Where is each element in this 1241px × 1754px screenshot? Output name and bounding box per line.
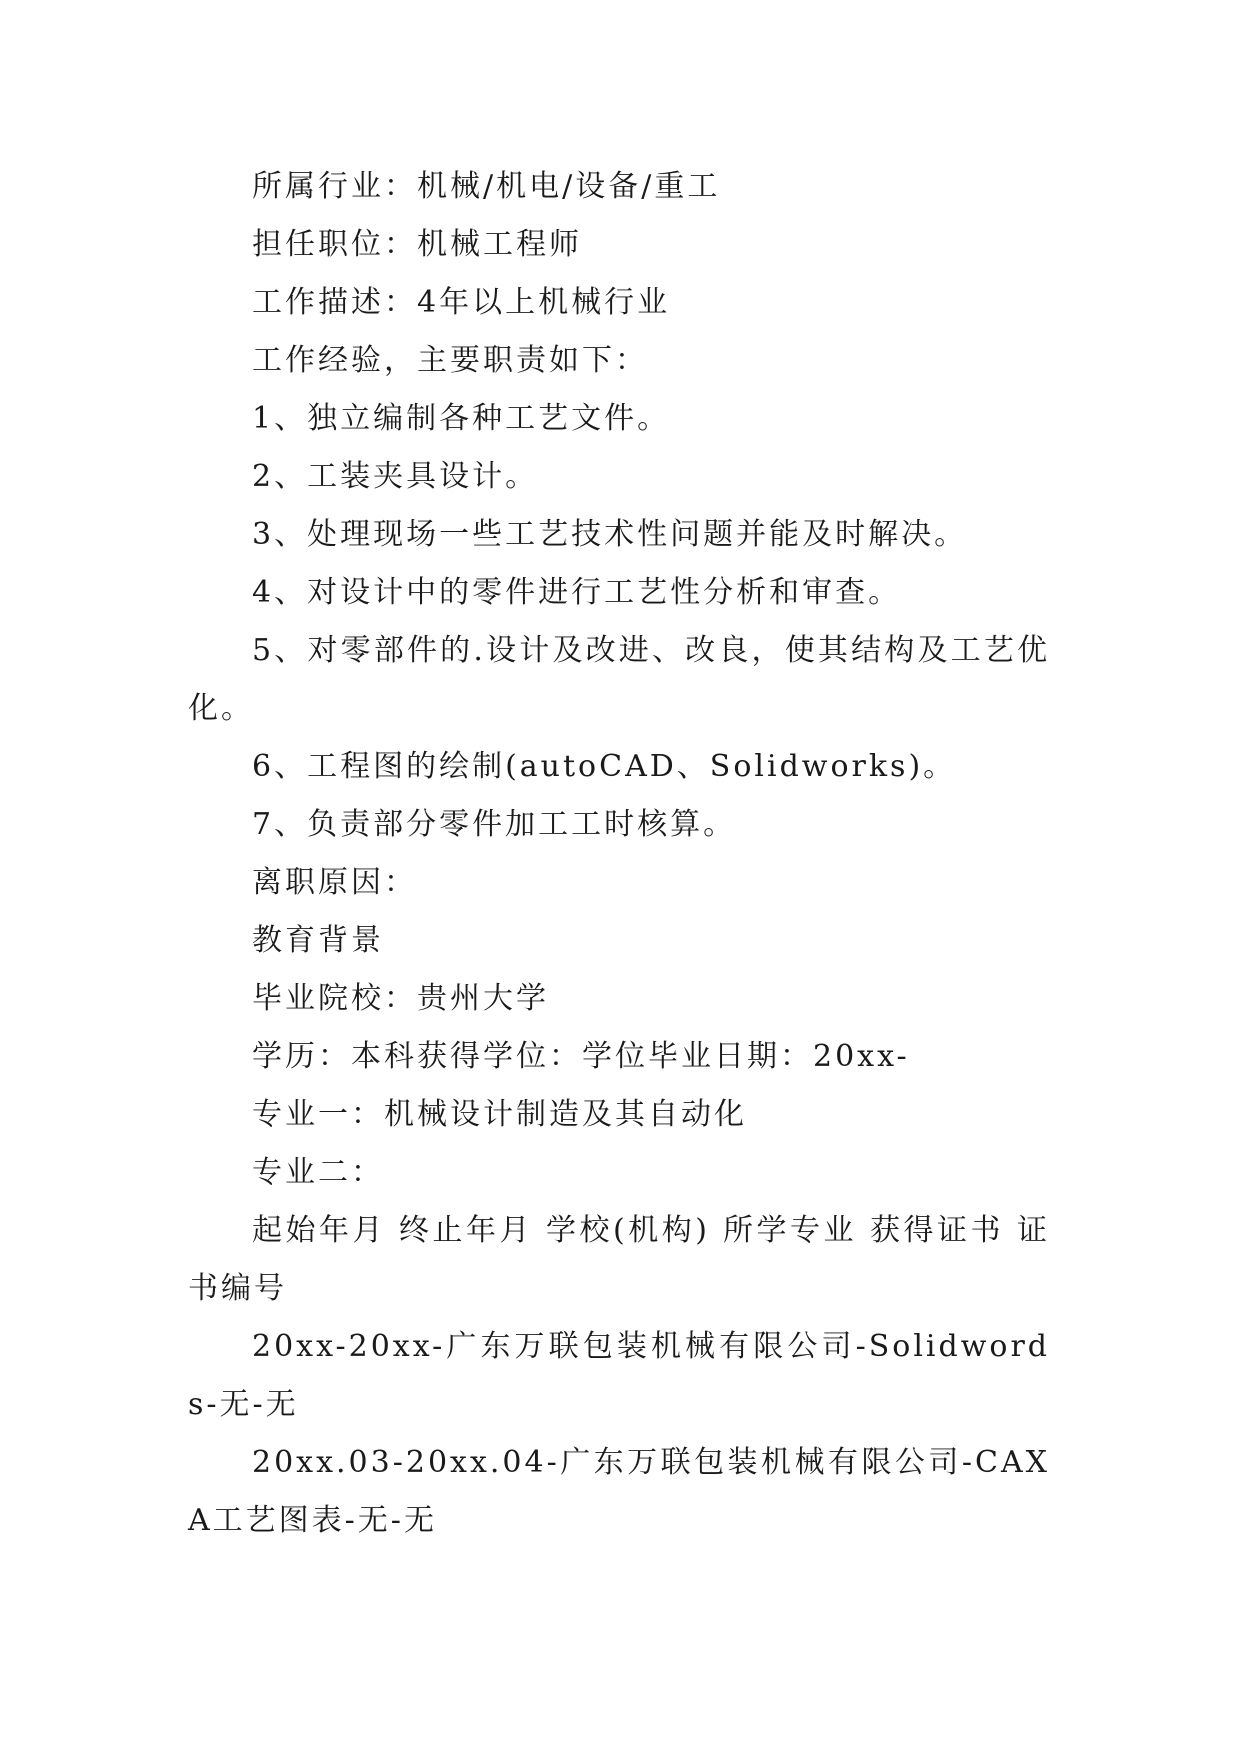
education-heading: 教育背景 [252,923,384,958]
duty-item-2: 2、工装夹具设计。 [252,459,539,494]
document-body [188,158,1050,1550]
degree-line: 学历：本科获得学位：学位毕业日期：20xx- [252,1039,910,1074]
duty-item-1: 1、独立编制各种工艺文件。 [252,401,671,436]
training-record-2: 20xx.03-20xx.04-广东万联包装机械有限公司-CAXA工艺图表-无-无 [188,1445,1050,1538]
major-one-line: 专业一：机械设计制造及其自动化 [252,1097,747,1132]
training-header-line: 起始年月 终止年月 学校(机构) 所学专业 获得证书 证书编号 [188,1213,1050,1306]
job-description-line: 工作描述：4年以上机械行业 [252,285,671,320]
duty-item-3: 3、处理现场一些工艺技术性问题并能及时解决。 [252,517,968,552]
school-line: 毕业院校：贵州大学 [252,981,549,1016]
duty-item-4: 4、对设计中的零件进行工艺性分析和审查。 [252,575,902,610]
duty-item-6: 6、工程图的绘制(autoCAD、Solidworks)。 [252,749,957,784]
duty-item-7: 7、负责部分零件加工工时核算。 [252,807,737,842]
major-two-line: 专业二： [252,1155,384,1190]
experience-heading: 工作经验，主要职责如下： [252,343,648,378]
position-line: 担任职位：机械工程师 [252,227,582,262]
training-record-1: 20xx-20xx-广东万联包装机械有限公司-Solidwords-无-无 [188,1329,1050,1422]
industry-line: 所属行业：机械/机电/设备/重工 [252,169,721,204]
duty-item-5: 5、对零部件的.设计及改进、改良，使其结构及工艺优化。 [188,633,1050,726]
leaving-reason-line: 离职原因： [252,865,417,900]
